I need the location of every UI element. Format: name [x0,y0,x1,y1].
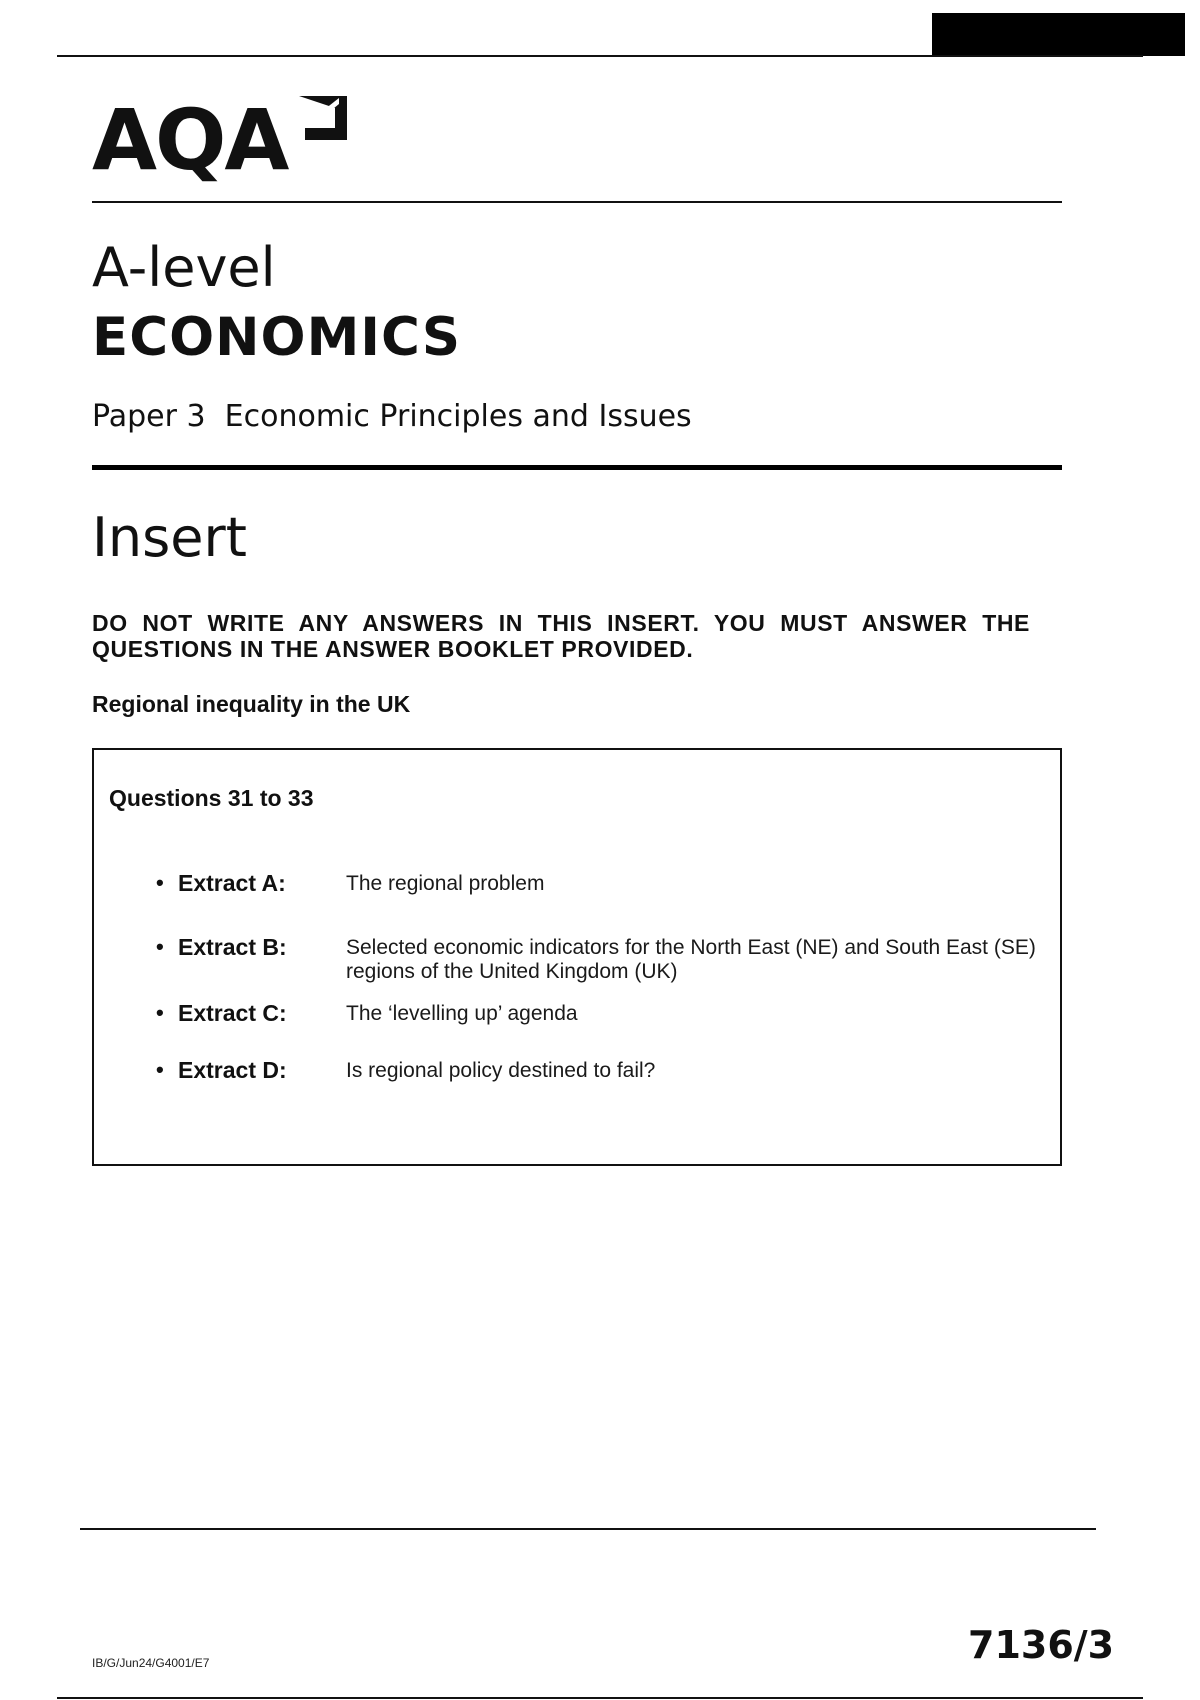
extract-description: Is regional policy destined to fail? [346,1059,656,1082]
qualification-level: A-level [92,236,276,299]
questions-heading: Questions 31 to 33 [109,785,314,811]
subject-title: ECONOMICS [92,307,462,368]
paper-title: Paper 3 Economic Principles and Issues [92,399,692,434]
extract-description: The regional problem [346,872,545,895]
aqa-leaf-mark-icon [295,88,353,146]
topic-heading: Regional inequality in the UK [92,691,411,717]
footer-rule [80,1528,1096,1530]
aqa-logo [92,88,352,188]
extract-description: Selected economic indicators for the North East (NE) and South East (SE) regions of the United Kingdom (UK) [346,936,1036,983]
insert-title: Insert [92,506,247,569]
reference-code: IB/G/Jun24/G4001/E7 [92,1656,210,1670]
logo-text: AQA [92,91,288,189]
bullet: • [156,934,164,959]
extract-label: Extract A: [178,870,286,896]
redaction-block [932,13,1185,56]
paper-code: 7136/3 [968,1623,1115,1667]
title-rule [92,465,1062,470]
extracts-box [92,748,1062,1166]
extract-label: Extract D: [178,1057,287,1083]
extract-label: Extract B: [178,934,287,960]
bullet: • [156,870,164,895]
top-rule [57,55,1143,57]
bottom-rule [57,1697,1143,1699]
extract-description: The ‘levelling up’ agenda [346,1002,578,1025]
bullet: • [156,1057,164,1082]
bullet: • [156,1000,164,1025]
warning-instruction: DO NOT WRITE ANY ANSWERS IN THIS INSERT. YOU MUST ANSWER THE QUESTIONS IN THE ANSWER BOOKLET PROVIDED. [92,610,1030,662]
header-rule [92,201,1062,203]
extract-label: Extract C: [178,1000,287,1026]
